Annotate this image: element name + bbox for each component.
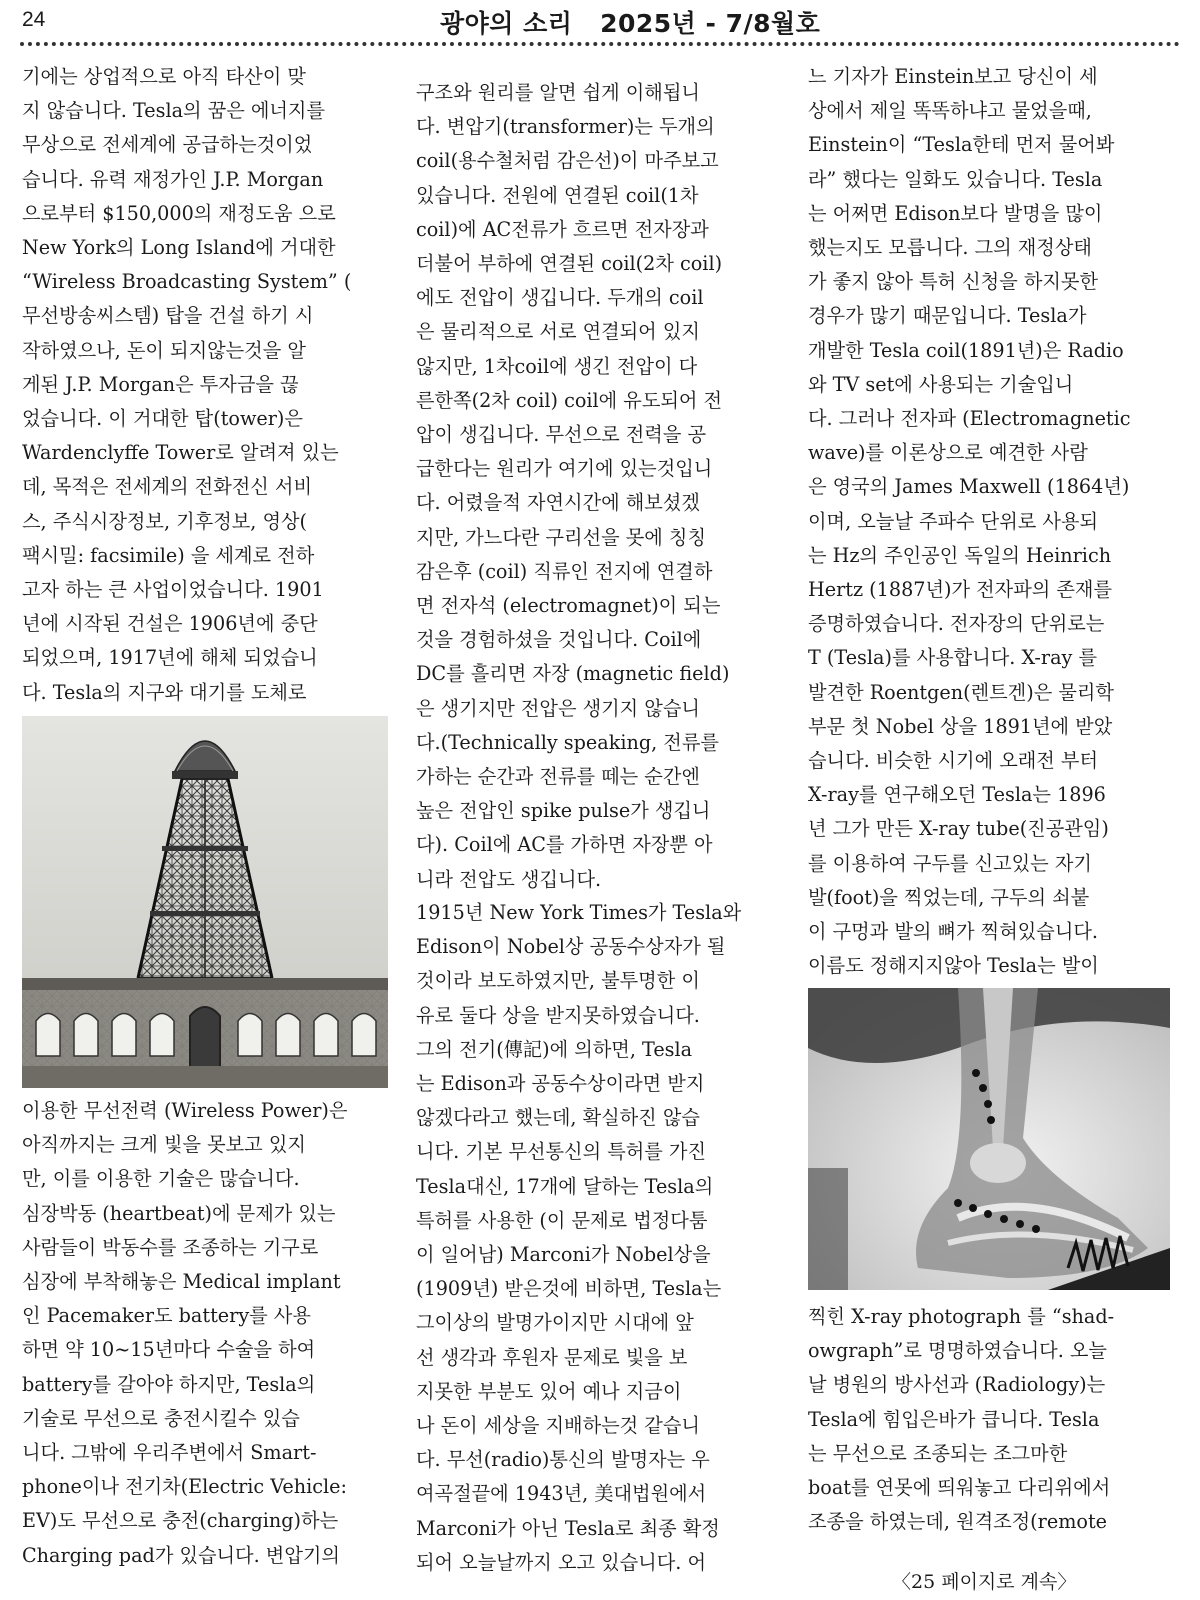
text-line: 아직까지는 크게 빛을 못보고 있지	[22, 1133, 306, 1157]
text-line: 다.(Technically speaking, 전류를	[416, 730, 719, 754]
text-line: 기술로 무선으로 충전시킬수 있습	[22, 1406, 300, 1430]
text-line: 니라 전압도 생깁니다.	[416, 867, 602, 891]
text-line: 게된 J.P. Morgan은 투자금을 끊	[22, 372, 299, 396]
masthead: 광야의 소리 2025년 - 7/8월호	[440, 9, 821, 38]
text-line: 압이 생깁니다. 무선으로 전력을 공	[416, 423, 706, 447]
text-line: 않지만, 1차coil에 생긴 전압이 다	[416, 354, 698, 378]
text-line: 습니다. 비슷한 시기에 오래전 부터	[808, 749, 1098, 773]
text-line: 이며, 오늘날 주파수 단위로 사용되	[808, 509, 1098, 533]
text-line: 기에는 상업적으로 아직 타산이 맞	[22, 65, 306, 88]
text-line: 이 일어남) Marconi가 Nobel상을	[416, 1243, 711, 1267]
text-line: 으로부터 $150,000의 재정도움 으로	[22, 201, 336, 225]
text-line: 는 Edison과 공동수상이라면 받지	[416, 1072, 705, 1096]
text-line: 은 생기지만 전압은 생기지 않습니	[416, 696, 700, 720]
text-line: (1909년) 받은것에 비하면, Tesla는	[416, 1277, 722, 1301]
text-line: 만, 이를 이용한 기술은 많습니다.	[22, 1167, 300, 1191]
text-line: 감은후 (coil) 직류인 전지에 연결하	[416, 559, 713, 583]
text-line: 그의 전기(傳記)에 의하면, Tesla	[416, 1037, 693, 1061]
text-line: 를 이용하여 구두를 신고있는 자기	[808, 851, 1092, 875]
text-line: 발견한 Roentgen(렌트겐)은 물리학	[808, 680, 1114, 704]
wardenclyffe-tower-photo	[22, 716, 388, 1088]
text-line: Hertz (1887년)가 전자파의 존재를	[808, 578, 1112, 602]
text-line: 년에 시작된 건설은 1906년에 중단	[22, 612, 318, 636]
text-line: 있습니다. 전원에 연결된 coil(1차	[416, 183, 699, 207]
text-line: 은 영국의 James Maxwell (1864년)	[808, 475, 1130, 499]
text-line: 는 무선으로 조종되는 조그마한	[808, 1441, 1068, 1465]
text-line: Einstein이 “Tesla한테 먼저 물어봐	[808, 133, 1115, 157]
text-line: 부문 첫 Nobel 상을 1891년에 받았	[808, 714, 1113, 738]
text-line: 는 Hz의 주인공인 독일의 Heinrich	[808, 543, 1112, 567]
continued-on-page-25: 〈25 페이지로 계속〉	[892, 1571, 1077, 1593]
text-line: 지 않습니다. Tesla의 꿈은 에너지를	[22, 99, 326, 123]
column-1-top-text	[22, 60, 394, 710]
text-line: T (Tesla)를 사용합니다. X-ray 를	[808, 646, 1098, 670]
text-line: 나 돈이 세상을 지배하는것 같습니	[416, 1414, 700, 1438]
text-line: phone이나 전기차(Electric Vehicle:	[22, 1475, 347, 1499]
text-line: boat를 연못에 띄워놓고 다리위에서	[808, 1476, 1111, 1500]
text-line: owgraph”로 명명하였습니다. 오늘	[808, 1339, 1107, 1363]
text-line: 것을 경험하셨을 것입니다. Coil에	[416, 628, 702, 652]
text-line: 날 병원의 방사선과 (Radiology)는	[808, 1373, 1106, 1397]
text-line: DC를 흘리면 자장 (magnetic field)	[416, 662, 730, 686]
text-line: X-ray를 연구해오던 Tesla는 1896	[808, 783, 1106, 807]
text-line: 높은 전압인 spike pulse가 생깁니	[416, 799, 711, 823]
text-line: 여곡절끝에 1943년, 美대법원에서	[416, 1482, 707, 1506]
text-line: 심장에 부착해놓은 Medical implant	[22, 1270, 341, 1294]
text-line: 데, 목적은 전세계의 전화전신 서비	[22, 475, 312, 499]
text-line: 되었으며, 1917년에 해체 되었습니	[22, 646, 318, 670]
column-3-top-text	[808, 60, 1180, 983]
text-line: Edison이 Nobel상 공동수상자가 될	[416, 935, 726, 959]
text-line: 고자 하는 큰 사업이었습니다. 1901	[22, 578, 324, 602]
text-line: 다. Tesla의 지구와 대기를 도체로	[22, 680, 307, 704]
text-line: 지만, 가느다란 구리선을 못에 칭칭	[416, 525, 706, 549]
text-line: 심장박동 (heartbeat)에 문제가 있는	[22, 1201, 336, 1225]
text-line: 경우가 많기 때문입니다. Tesla가	[808, 304, 1087, 328]
text-line: 되어 오늘날까지 오고 있습니다. 어	[416, 1550, 706, 1574]
text-line: 발(foot)을 찍었는데, 구두의 쇠붙	[808, 885, 1090, 909]
xray-foot-photo	[808, 988, 1170, 1290]
text-line: 지못한 부분도 있어 예나 지금이	[416, 1379, 682, 1403]
text-line: 이용한 무선전력 (Wireless Power)은	[22, 1099, 348, 1122]
text-line: 다. 무선(radio)통신의 발명자는 우	[416, 1448, 710, 1472]
text-line: 인 Pacemaker도 battery를 사용	[22, 1304, 311, 1328]
text-line: 다. 그러나 전자파 (Electromagnetic	[808, 407, 1131, 431]
text-line: 그이상의 발명가이지만 시대에 앞	[416, 1311, 694, 1335]
text-line: 이 구멍과 발의 뼈가 찍혀있습니다.	[808, 920, 1098, 944]
text-line: wave)를 이론상으로 예견한 사람	[808, 441, 1088, 465]
text-line: 증명하였습니다. 전자장의 단위로는	[808, 612, 1105, 636]
text-line: 더불어 부하에 연결된 coil(2차 coil)	[416, 252, 723, 276]
tower-illustration	[22, 716, 388, 1088]
column-3-bottom-text	[808, 1300, 1180, 1539]
text-line: 다. 변압기(transformer)는 두개의	[416, 115, 715, 139]
text-line: 라” 했다는 일화도 있습니다. Tesla	[808, 167, 1103, 191]
text-line: 급한다는 원리가 여기에 있는것입니	[416, 457, 713, 481]
text-line: battery를 갈아야 하지만, Tesla의	[22, 1372, 316, 1396]
text-line: 가하는 순간과 전류를 떼는 순간엔	[416, 765, 700, 789]
text-line: 것이라 보도하였지만, 불투명한 이	[416, 969, 700, 993]
text-line: 다). Coil에 AC를 가하면 자장뿐 아	[416, 833, 713, 857]
text-line: New York의 Long Island에 거대한	[22, 236, 336, 260]
text-line: 팩시밀: facsimile) 을 세계로 전하	[22, 543, 315, 567]
text-line: 특허를 사용한 (이 문제로 법정다툼	[416, 1208, 708, 1232]
text-line: coil)에 AC전류가 흐르면 전자장과	[416, 217, 709, 241]
text-line: 않겠다라고 했는데, 확실하진 않습	[416, 1106, 700, 1130]
text-line: 하면 약 10~15년마다 수술을 하여	[22, 1338, 316, 1362]
text-line: 습니다. 유력 재정가인 J.P. Morgan	[22, 167, 324, 191]
text-line: 상에서 제일 똑똑하냐고 물었을때,	[808, 99, 1092, 123]
text-line: 조종을 하였는데, 원격조정(remote	[808, 1510, 1108, 1534]
text-line: 에도 전압이 생깁니다. 두개의 coil	[416, 286, 704, 310]
text-line: 선 생각과 후원자 문제로 빛을 보	[416, 1345, 688, 1369]
text-line: 1915년 New York Times가 Tesla와	[416, 901, 742, 924]
text-line: 었습니다. 이 거대한 탑(tower)은	[22, 407, 303, 431]
text-line: Charging pad가 있습니다. 변압기의	[22, 1543, 340, 1567]
text-line: Wardenclyffe Tower로 알려져 있는	[22, 441, 339, 465]
text-line: Tesla에 힘입은바가 큽니다. Tesla	[808, 1407, 1100, 1431]
page-number: 24	[22, 8, 46, 31]
text-line: 무상으로 전세계에 공급하는것이었	[22, 133, 313, 157]
text-line: Tesla대신, 17개에 달하는 Tesla의	[416, 1174, 714, 1198]
text-line: “Wireless Broadcasting System” (	[22, 270, 352, 294]
text-line: 스, 주식시장정보, 기후정보, 영상(	[22, 509, 308, 533]
text-line: 니다. 기본 무선통신의 특허를 가진	[416, 1140, 706, 1164]
text-line: 와 TV set에 사용되는 기술입니	[808, 372, 1074, 396]
text-line: 다. 어렸을적 자연시간에 해보셨겠	[416, 491, 700, 515]
text-line: 이름도 정해지지않아 Tesla는 발이	[808, 954, 1099, 978]
text-line: EV)도 무선으로 충전(charging)하는	[22, 1509, 339, 1533]
text-line: 면 전자석 (electromagnet)이 되는	[416, 594, 721, 618]
column-2-bottom-text	[416, 896, 788, 1580]
text-line: 는 어쩌면 Edison보다 발명을 많이	[808, 201, 1103, 225]
column-2-top-text	[416, 76, 788, 897]
text-line: 구조와 원리를 알면 쉽게 이해됩니	[416, 81, 700, 104]
text-line: 유로 둘다 상을 받지못하였습니다.	[416, 1003, 700, 1027]
text-line: 느 기자가 Einstein보고 당신이 세	[808, 65, 1098, 88]
column-1-bottom-text	[22, 1094, 394, 1573]
text-line: 했는지도 모릅니다. 그의 재정상태	[808, 236, 1092, 260]
text-line: 개발한 Tesla coil(1891년)은 Radio	[808, 338, 1124, 362]
text-line: 작하였으나, 돈이 되지않는것을 알	[22, 338, 306, 362]
text-line: 사람들이 박동수를 조종하는 기구로	[22, 1235, 319, 1259]
text-line: 가 좋지 않아 특허 신청을 하지못한	[808, 270, 1098, 294]
text-line: coil(용수철처럼 감은선)이 마주보고	[416, 149, 719, 173]
text-line: 른한쪽(2차 coil) coil에 유도되어 전	[416, 388, 723, 412]
header-divider	[20, 42, 1180, 46]
text-line: 니다. 그밖에 우리주변에서 Smart-	[22, 1441, 317, 1465]
xray-illustration	[808, 988, 1170, 1290]
text-line: 찍힌 X-ray photograph 를 “shad-	[808, 1305, 1115, 1328]
text-line: 은 물리적으로 서로 연결되어 있지	[416, 320, 700, 344]
text-line: Marconi가 아닌 Tesla로 최종 확정	[416, 1516, 720, 1540]
text-line: 무선방송씨스템) 탑을 건설 하기 시	[22, 304, 314, 328]
text-line: 년 그가 만든 X-ray tube(진공관임)	[808, 817, 1109, 841]
